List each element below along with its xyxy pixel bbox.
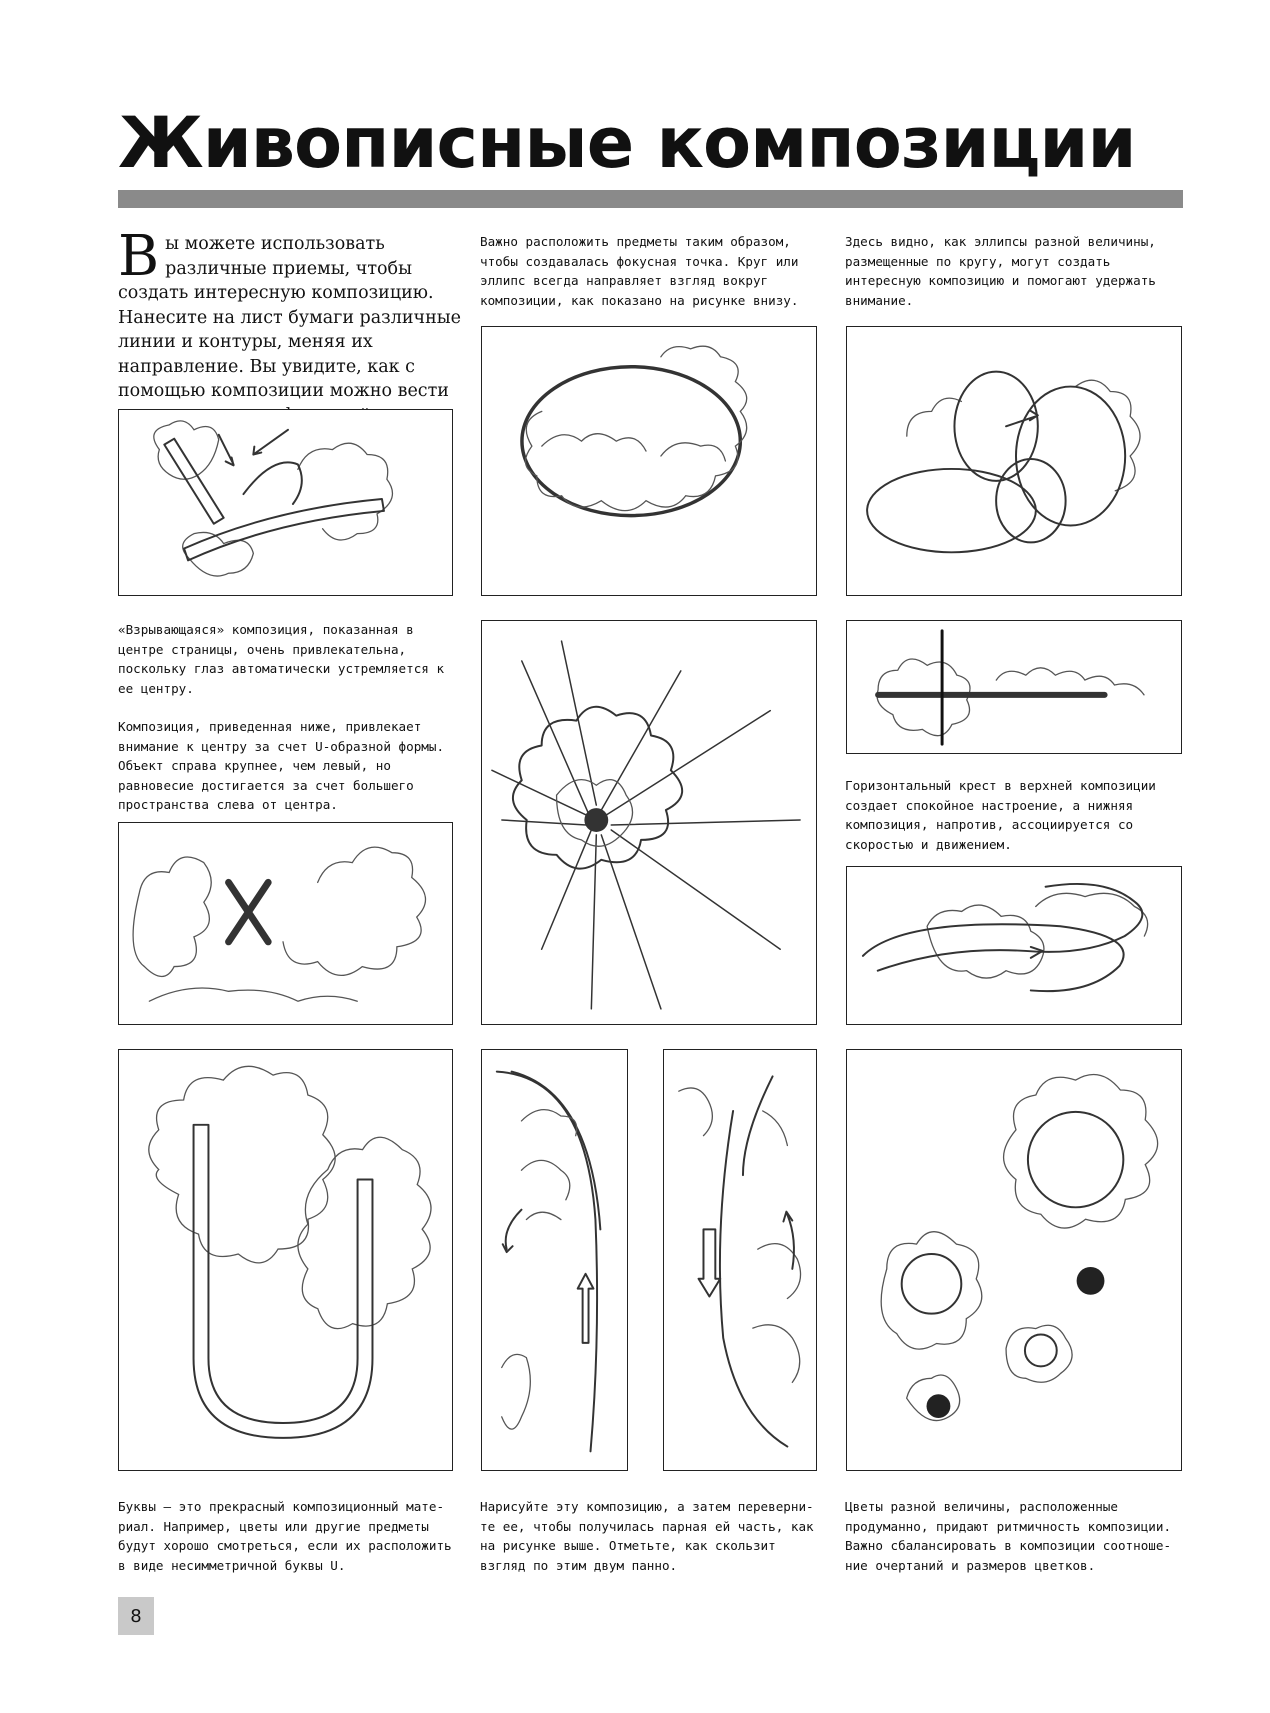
caption-flowers-text: Цветы разной величины, расположенные продуманно, придают ритмичность композиции. Важно сбалансировать в композиции соотношение очертаний и размеров цветков. (845, 1499, 1172, 1573)
caption-cross-text: Горизонтальный крест в верхней композиции создает спокойное настроение, а нижняя композиция, напротив, ассоциируется со скоростью и движением. (845, 778, 1156, 852)
intro-text: ы можете использовать различные приемы, чтобы создать интересную композицию. Нанесите на лист бумаги различные линии и контуры, меняя их направление. Вы увидите, как с помощью композиции можно вести (118, 234, 462, 401)
caption-letters (118, 1497, 463, 1575)
caption-explosive-and-u (118, 620, 458, 834)
caption-focal-point-text: Важно расположить предметы таким образом, чтобы создавалась фокусная точка. Круг или эллипс всегда направляет взгляд вокруг композиции, как показано на рисунке внизу. (480, 234, 799, 308)
intro-paragraph (118, 224, 463, 428)
page-title: Живописные композиции (118, 102, 1136, 184)
title-underline-bar (118, 190, 1183, 208)
caption-ellipses-text: Здесь видно, как эллипсы разной величины, размещенные по кругу, могут создать интересную композицию и помогают удержать внимание. (845, 234, 1156, 308)
sketch-diagonal-lines (118, 409, 453, 596)
sketch-panel-right (663, 1049, 817, 1471)
sketch-oval-focal (481, 326, 817, 596)
sketch-u-letter (118, 1049, 453, 1471)
page-number: 8 (118, 1597, 154, 1635)
caption-flowers (845, 1497, 1185, 1575)
caption-u-shape-text: Композиция, приведенная ниже, привлекает внимание к центру за счет U-образной формы. Объект справа крупнее, чем левый, но равновесие достигается за счет большего пространства слева от центра. (118, 719, 445, 812)
caption-panels-text: Нарисуйте эту композицию, а затем переверните ее, чтобы получилась парная ей часть, как на рисунке выше. Отметьте, как скользит взгляд по этим двум панно. (480, 1499, 814, 1573)
caption-panels (480, 1497, 815, 1575)
sketch-motion (846, 866, 1182, 1025)
sketch-explosion (481, 620, 817, 1025)
caption-explosive-text: «Взрывающаяся» композиция, показанная в центре страницы, очень привлекательна, поскольку глаз автоматически устремляется к ее центру. (118, 622, 445, 696)
drop-cap: В (118, 224, 160, 289)
caption-focal-point (480, 232, 810, 310)
sketch-x-composition (118, 822, 453, 1025)
caption-cross (845, 776, 1185, 854)
sketch-horizontal-cross (846, 620, 1182, 754)
caption-ellipses (845, 232, 1180, 310)
sketch-flowers (846, 1049, 1182, 1471)
sketch-ellipses (846, 326, 1182, 596)
caption-letters-text: Буквы – это прекрасный композиционный материал. Например, цветы или другие предметы будут хорошо смотреться, если их расположить в виде несимметричной буквы U. (118, 1499, 452, 1573)
sketch-panel-left (481, 1049, 628, 1471)
